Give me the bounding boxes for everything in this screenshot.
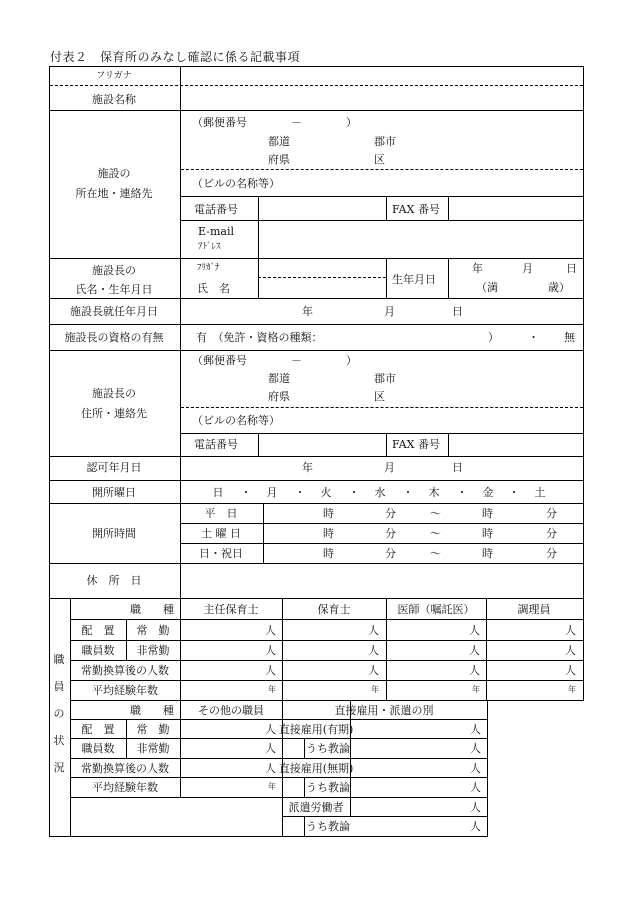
- rule-line: [70, 619, 584, 620]
- rule-line: [386, 258, 387, 299]
- month-label: 月: [384, 305, 395, 318]
- facility-phone-field[interactable]: [260, 198, 384, 218]
- person-unit: 人: [368, 664, 379, 677]
- rule-line: [487, 700, 488, 837]
- approval-date-label: 認可年月日: [86, 461, 142, 474]
- rule-line: [49, 480, 584, 481]
- person-unit: 人: [469, 664, 480, 677]
- director-name-label: 氏名・生年月日: [75, 283, 153, 296]
- month-label: 月: [384, 461, 395, 474]
- minute-unit: 分: [546, 547, 557, 560]
- rule-line: [49, 66, 50, 599]
- day-label: 日: [452, 305, 463, 318]
- birthdate-label: 生年月日: [392, 273, 436, 286]
- direct-fixed-label: 直接雇用(有期): [278, 723, 354, 736]
- director-phone-field[interactable]: [260, 435, 384, 454]
- year-label: 年: [302, 305, 313, 318]
- avg-years-label: 平均経験年数: [92, 781, 158, 794]
- rule-line: [386, 598, 387, 701]
- rule-line: [70, 598, 71, 837]
- weekday-label: ・: [508, 486, 520, 499]
- teacher-subcount-label: うち教論: [306, 742, 350, 755]
- weekday-label: ・: [402, 486, 414, 499]
- person-unit: 人: [565, 664, 576, 677]
- qualification-yes-option: 有 （免許・資格の種類：: [196, 331, 323, 344]
- open-days-label: 開所曜日: [92, 486, 136, 499]
- person-unit: 人: [469, 644, 480, 657]
- rule-line: [49, 258, 584, 259]
- person-unit: 人: [265, 742, 276, 755]
- hour-unit: 時: [323, 507, 334, 520]
- rule-line: [49, 298, 584, 299]
- rule-line: [304, 816, 305, 837]
- weekday-label: 金: [482, 486, 494, 499]
- facility-address-label: 施設の: [97, 167, 131, 180]
- person-unit: 人: [265, 644, 276, 657]
- rule-line: [70, 660, 584, 661]
- email-label: E-mail: [198, 225, 234, 238]
- year-unit: 年: [268, 782, 276, 791]
- rule-line: [70, 640, 127, 641]
- person-unit: 人: [470, 820, 481, 833]
- age-label: 歳）: [548, 281, 570, 294]
- weekday-label: 火: [320, 486, 332, 499]
- building-name-label: （ビルの名称等）: [192, 414, 280, 427]
- rule-line: [49, 563, 584, 564]
- fte-label: 常勤換算後の人数: [81, 664, 169, 677]
- city-label: 郡市: [374, 135, 396, 148]
- postal-code-label: （郵便番号 － ）: [192, 354, 357, 367]
- job-type-label: 職 種: [130, 603, 174, 616]
- rule-line: [70, 777, 283, 778]
- year-unit: 年: [568, 685, 576, 694]
- person-unit: 人: [565, 644, 576, 657]
- fax-label: FAX 番号: [392, 438, 440, 451]
- rule-line: [49, 324, 584, 325]
- email-address-label: ｱﾄﾞﾚｽ: [198, 242, 221, 252]
- dispatched-label: 派遣労働者: [288, 801, 344, 814]
- person-unit: 人: [265, 723, 276, 736]
- rule-line: [70, 738, 127, 739]
- minute-unit: 分: [385, 507, 396, 520]
- facility-address-label: 所在地・連絡先: [75, 187, 153, 200]
- weekday-label: 木: [428, 486, 440, 499]
- weekday-label: ・: [348, 486, 360, 499]
- rule-line: [386, 196, 387, 221]
- furigana-label: フリガナ: [96, 71, 132, 81]
- rule-line: [282, 758, 488, 759]
- hours-row-label: 土 曜 日: [201, 527, 241, 540]
- hour-unit: 時: [482, 527, 493, 540]
- rule-line: [258, 196, 259, 221]
- staff-status-vertical-label: 職: [53, 653, 65, 666]
- year-unit: 年: [371, 685, 379, 694]
- person-unit: 人: [265, 664, 276, 677]
- staff-status-vertical-label: 況: [53, 761, 65, 774]
- weekday-label: 土: [534, 486, 546, 499]
- facility-fax-field[interactable]: [450, 198, 580, 218]
- hour-unit: 時: [482, 547, 493, 560]
- facility-name-field[interactable]: [182, 88, 582, 108]
- job-title-label: 主任保育士: [203, 603, 259, 616]
- appointed-date-label: 施設長就任年月日: [70, 305, 158, 318]
- qualification-label: 施設長の資格の有無: [64, 331, 164, 344]
- rule-line: [70, 758, 283, 759]
- rule-line: [258, 433, 259, 457]
- rule-line: [49, 503, 584, 504]
- person-unit: 人: [470, 742, 481, 755]
- rule-line: [180, 66, 181, 599]
- director-name-field[interactable]: [260, 260, 384, 296]
- rule-line: [583, 598, 584, 701]
- director-fax-field[interactable]: [450, 435, 580, 454]
- weekday-label: 日: [212, 486, 224, 499]
- day-label: 日: [566, 262, 577, 275]
- director-name-field-label: 氏 名: [197, 282, 230, 295]
- minute-unit: 分: [385, 527, 396, 540]
- hour-unit: 時: [323, 547, 334, 560]
- rule-line: [263, 503, 264, 564]
- rule-line: [486, 598, 487, 701]
- staff-count-label: 職員数: [81, 644, 115, 657]
- opening-hours-label: 開所時間: [92, 527, 136, 540]
- tilde-separator: ～: [430, 507, 441, 520]
- postal-code-label: （郵便番号 － ）: [192, 116, 357, 129]
- rule-line: [258, 220, 259, 259]
- rule-line: [180, 598, 181, 701]
- rule-line: [304, 738, 305, 759]
- other-staff-label: その他の職員: [198, 704, 264, 717]
- dashed-divider: [50, 85, 583, 86]
- haichi-label: 配 置: [81, 723, 115, 736]
- hour-unit: 時: [323, 527, 334, 540]
- person-unit: 人: [265, 762, 276, 775]
- rule-line: [386, 433, 387, 457]
- year-unit: 年: [472, 685, 480, 694]
- avg-years-label: 平均経験年数: [92, 684, 158, 697]
- minute-unit: 分: [546, 527, 557, 540]
- rule-line: [70, 640, 584, 641]
- year-unit: 年: [268, 685, 276, 694]
- prefecture-label: 府県: [268, 390, 290, 403]
- rule-line: [180, 700, 181, 798]
- rule-line: [282, 719, 488, 720]
- rule-line: [583, 66, 584, 599]
- person-unit: 人: [368, 624, 379, 637]
- rule-line: [70, 700, 283, 701]
- tilde-separator: ～: [430, 547, 441, 560]
- person-unit: 人: [470, 801, 481, 814]
- phone-label: 電話番号: [194, 438, 238, 451]
- person-unit: 人: [368, 644, 379, 657]
- parttime-label: 非常勤: [136, 644, 170, 657]
- minute-unit: 分: [385, 547, 396, 560]
- prefecture-label: 都道: [268, 135, 290, 148]
- director-address-label: 施設長の: [92, 387, 136, 400]
- person-unit: 人: [470, 762, 481, 775]
- weekday-label: ・: [456, 486, 468, 499]
- person-unit: 人: [265, 624, 276, 637]
- person-unit: 人: [565, 624, 576, 637]
- phone-label: 電話番号: [194, 203, 238, 216]
- weekday-label: ・: [240, 486, 252, 499]
- rule-line: [304, 777, 305, 798]
- person-unit: 人: [469, 624, 480, 637]
- rule-line: [70, 719, 283, 720]
- job-title-label: 保育士: [317, 603, 351, 616]
- closed-days-field[interactable]: [182, 565, 582, 597]
- rule-line: [180, 543, 584, 544]
- weekday-label: 月: [266, 486, 278, 499]
- rule-line: [180, 196, 584, 197]
- page-title: 付表２ 保育所のみなし確認に係る記載事項: [50, 50, 301, 64]
- job-title-label: 医師（嘱託医）: [397, 603, 475, 616]
- rule-line: [448, 258, 449, 299]
- rule-line: [282, 598, 283, 701]
- rule-line: [180, 523, 584, 524]
- director-name-label: 施設長の: [92, 264, 136, 277]
- staff-status-vertical-label: 状: [53, 734, 65, 747]
- ward-label: 区: [374, 153, 385, 166]
- director-furigana-label: ﾌﾘｶﾞﾅ: [197, 263, 220, 273]
- parttime-label: 非常勤: [136, 742, 170, 755]
- fax-label: FAX 番号: [392, 203, 440, 216]
- rule-line: [49, 456, 584, 457]
- rule-line: [70, 680, 584, 681]
- rule-line: [49, 836, 488, 837]
- job-title-label: 調理員: [517, 603, 551, 616]
- job-type-label: 職 種: [130, 704, 174, 717]
- day-label: 日: [452, 461, 463, 474]
- staff-status-vertical-label: 員: [53, 680, 65, 693]
- ward-label: 区: [374, 390, 385, 403]
- prefecture-label: 都道: [268, 372, 290, 385]
- fte-label: 常勤換算後の人数: [81, 762, 169, 775]
- rule-line: [448, 433, 449, 457]
- staff-status-vertical-label: の: [53, 707, 65, 720]
- hours-row-label: 平 日: [204, 507, 238, 520]
- rule-line: [180, 220, 584, 221]
- rule-line: [448, 196, 449, 221]
- facility-email-field[interactable]: [260, 222, 580, 256]
- employment-type-header: 直接雇用・派遣の別: [334, 704, 434, 717]
- hours-row-label: 日・祝日: [199, 547, 243, 560]
- haichi-label: 配 置: [81, 624, 115, 637]
- staff-count-label: 職員数: [81, 742, 115, 755]
- rule-line: [126, 719, 127, 759]
- hour-unit: 時: [482, 507, 493, 520]
- city-label: 郡市: [374, 372, 396, 385]
- facility-name-label: 施設名称: [92, 93, 136, 106]
- rule-line: [258, 258, 259, 299]
- dashed-divider: [181, 407, 583, 408]
- year-label: 年: [302, 461, 313, 474]
- teacher-subcount-label: うち教論: [306, 781, 350, 794]
- fulltime-label: 常 勤: [136, 624, 170, 637]
- prefecture-label: 府県: [268, 153, 290, 166]
- minute-unit: 分: [546, 507, 557, 520]
- rule-line: [49, 598, 50, 837]
- weekday-label: 水: [374, 486, 386, 499]
- rule-line: [282, 797, 488, 798]
- rule-line: [282, 738, 488, 739]
- rule-line: [70, 598, 584, 599]
- rule-line: [350, 700, 351, 817]
- month-label: 月: [522, 262, 533, 275]
- teacher-subcount-label: うち教論: [306, 820, 350, 833]
- rule-line: [49, 350, 584, 351]
- rule-line: [282, 816, 488, 817]
- age-label: （満: [476, 281, 498, 294]
- rule-line: [180, 433, 584, 434]
- rule-line: [282, 700, 488, 701]
- qualification-label: ）: [488, 331, 499, 344]
- qualification-no-option: 無: [564, 331, 575, 344]
- qualification-label: ・: [528, 331, 539, 344]
- person-unit: 人: [470, 781, 481, 794]
- rule-line: [70, 797, 283, 798]
- rule-line: [49, 66, 584, 67]
- tilde-separator: ～: [430, 527, 441, 540]
- director-address-label: 住所・連絡先: [81, 407, 147, 420]
- weekday-label: ・: [294, 486, 306, 499]
- year-label: 年: [472, 262, 483, 275]
- direct-perm-label: 直接雇用(無期): [278, 762, 354, 775]
- closed-days-label: 休 所 日: [86, 574, 142, 587]
- rule-line: [49, 110, 584, 111]
- building-name-label: （ビルの名称等）: [192, 177, 280, 190]
- dashed-divider: [181, 169, 583, 170]
- rule-line: [282, 777, 488, 778]
- person-unit: 人: [470, 723, 481, 736]
- fulltime-label: 常 勤: [136, 723, 170, 736]
